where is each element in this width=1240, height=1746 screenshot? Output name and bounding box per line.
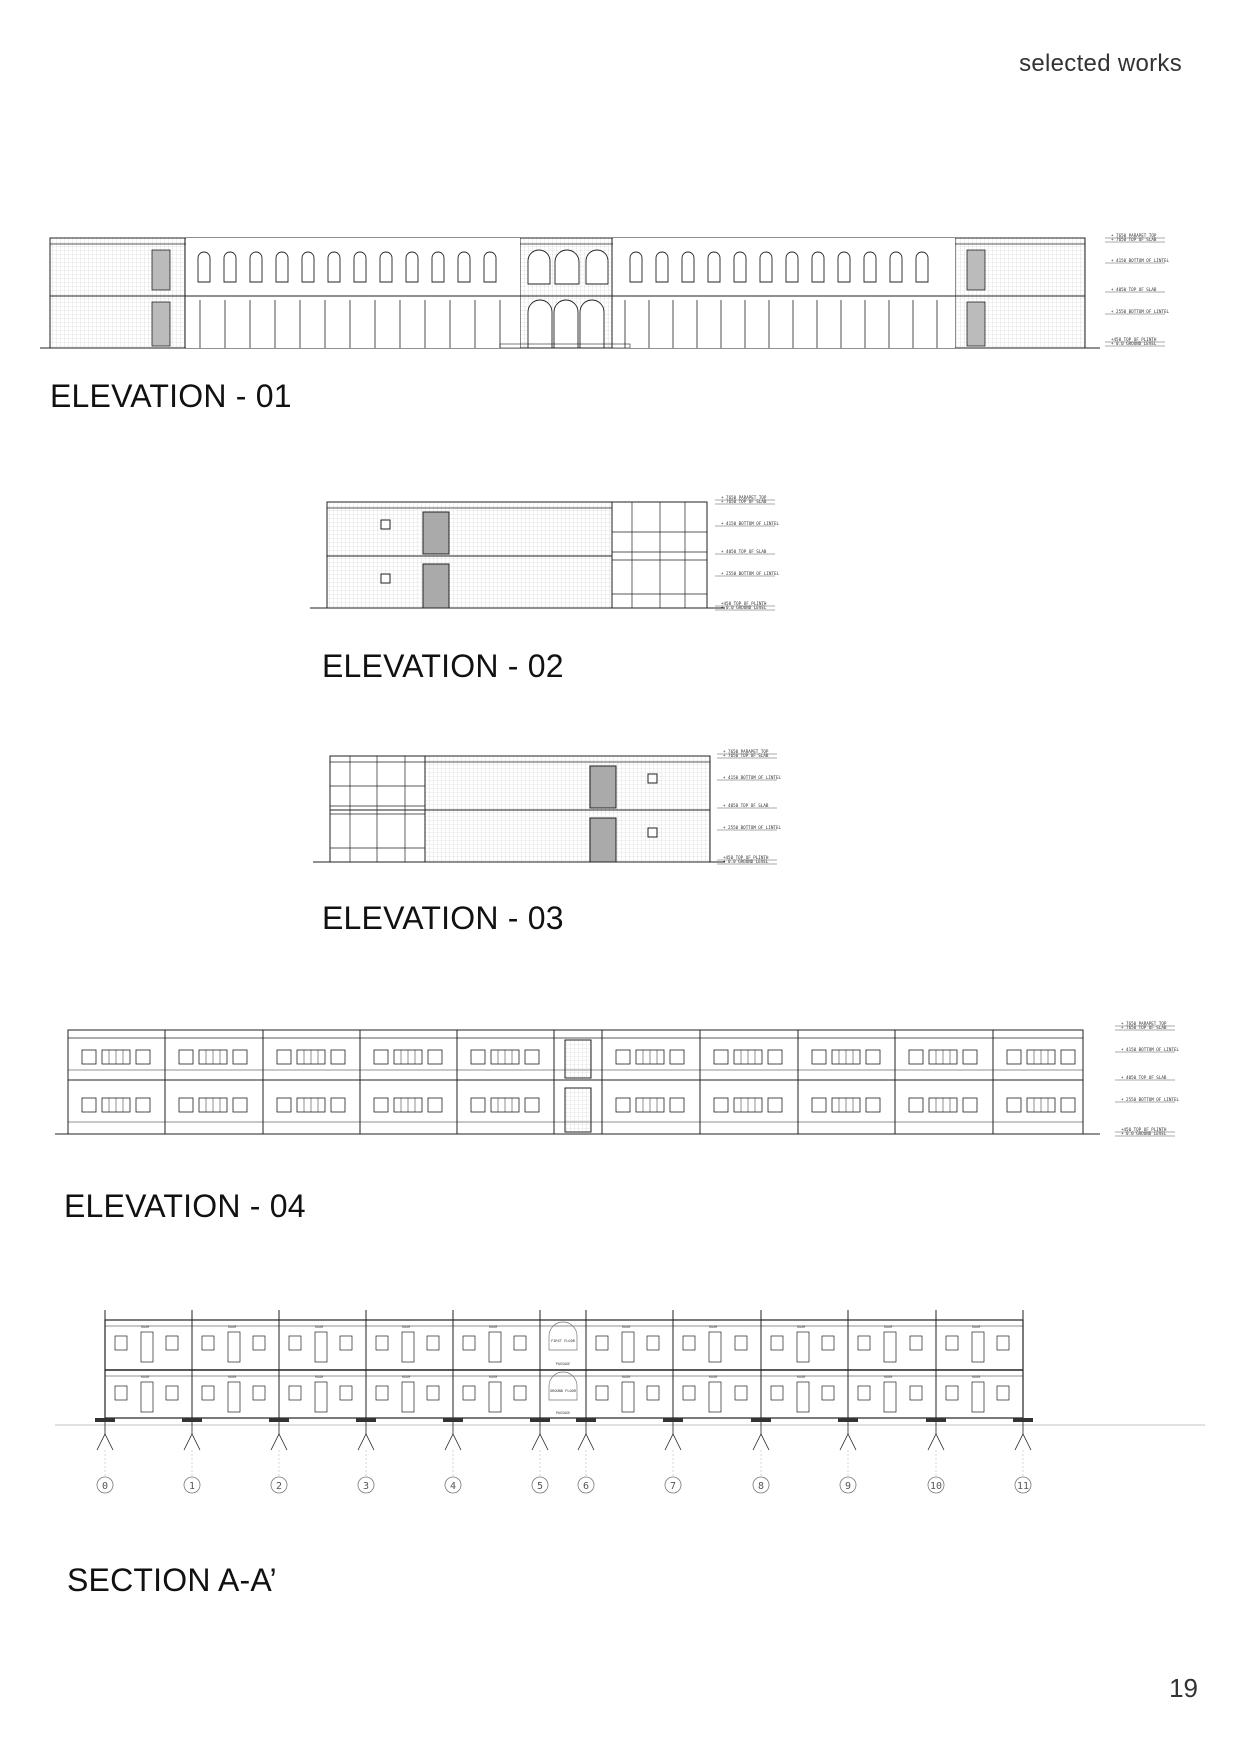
elevation-04-drawing: [50, 1020, 1210, 1150]
stair-window: [967, 302, 985, 346]
window: [858, 1336, 870, 1350]
grid-label: 3: [362, 1481, 370, 1492]
door: [315, 1382, 327, 1412]
el1-level-tag: + 2550 BOTTOM OF LINTEL: [1111, 309, 1169, 314]
window: [136, 1098, 150, 1112]
window: [340, 1336, 352, 1350]
room-label: ROOM: [709, 1325, 718, 1329]
small-window: [648, 828, 657, 837]
el4-level-tag: + 4150 BOTTOM OF LINTEL: [1121, 1047, 1179, 1052]
footing: [97, 1434, 113, 1450]
arch-window: [380, 252, 392, 282]
room-label: ROOM: [884, 1375, 893, 1379]
el3-level-tag: +450 TOP OF PLINTH: [723, 855, 769, 860]
room-label: ROOM: [489, 1325, 498, 1329]
footing-cap: [1013, 1418, 1033, 1422]
el2-level-tag: + 0.0 GROUND LEVEL: [721, 605, 767, 610]
grid-label: 5: [536, 1481, 544, 1492]
grid-label: 0: [101, 1481, 109, 1492]
door: [709, 1382, 721, 1412]
el4-level-tag: + 2550 BOTTOM OF LINTEL: [1121, 1097, 1179, 1102]
section-aa-caption: SECTION A-A’: [67, 1562, 277, 1598]
elevation-01-drawing: [40, 230, 1200, 360]
window: [428, 1098, 442, 1112]
footing: [358, 1434, 374, 1450]
window: [179, 1098, 193, 1112]
door: [972, 1382, 984, 1412]
window: [514, 1386, 526, 1400]
room-label: ROOM: [622, 1375, 631, 1379]
footing-cap: [443, 1418, 463, 1422]
window: [289, 1386, 301, 1400]
room-label: ROOM: [622, 1325, 631, 1329]
el3-level-tag: + 2550 BOTTOM OF LINTEL: [723, 825, 781, 830]
arch-window: [586, 250, 608, 284]
window: [471, 1098, 485, 1112]
window: [253, 1336, 265, 1350]
window: [1007, 1098, 1021, 1112]
room-label: ROOM: [797, 1325, 806, 1329]
arch-window: [656, 252, 668, 282]
arch-window: [250, 252, 262, 282]
arch-window: [328, 252, 340, 282]
window: [82, 1098, 96, 1112]
arch-window: [528, 300, 552, 348]
arch-window: [786, 252, 798, 282]
el3-level-tag: + 4050 TOP OF SLAB: [723, 803, 769, 808]
window: [946, 1336, 958, 1350]
footing: [271, 1434, 287, 1450]
window: [714, 1098, 728, 1112]
window: [331, 1098, 345, 1112]
window: [647, 1386, 659, 1400]
window: [596, 1336, 608, 1350]
room-label: ROOM: [141, 1325, 150, 1329]
room-label: ROOM: [141, 1375, 150, 1379]
window: [1061, 1098, 1075, 1112]
room-label: ROOM: [972, 1325, 981, 1329]
el2-level-tag: + 7650 PARAPET TOP: [721, 495, 767, 500]
header-label: selected works: [1019, 50, 1182, 77]
elevation-02-drawing: [305, 494, 825, 624]
el4-level-tag: +450 TOP OF PLINTH: [1121, 1127, 1167, 1132]
grid-label: 7: [669, 1481, 677, 1492]
window: [202, 1336, 214, 1350]
window: [771, 1386, 783, 1400]
window: [376, 1336, 388, 1350]
window: [866, 1050, 880, 1064]
el3-level-tag: + 7650 PARAPET TOP: [723, 749, 769, 754]
grid-label: 9: [844, 1481, 852, 1492]
window: [277, 1050, 291, 1064]
window: [427, 1386, 439, 1400]
door-panel: [590, 818, 616, 862]
arch-window: [812, 252, 824, 282]
section-aa-drawing: [55, 1310, 1205, 1530]
elevation-02-caption: ELEVATION - 02: [322, 648, 564, 684]
window: [166, 1386, 178, 1400]
window: [331, 1050, 345, 1064]
door: [489, 1382, 501, 1412]
window: [596, 1386, 608, 1400]
first-floor-label: FIRST FLOOR: [551, 1339, 575, 1343]
footing-cap: [576, 1418, 596, 1422]
window: [822, 1336, 834, 1350]
window: [82, 1050, 96, 1064]
footing: [578, 1434, 594, 1450]
el1-level-tag: + 7650 TOP OF SLAB: [1111, 237, 1157, 242]
door: [797, 1332, 809, 1362]
door: [709, 1332, 721, 1362]
grid-label: 8: [757, 1481, 765, 1492]
passage-label: PASSAGE: [555, 1411, 571, 1415]
room-label: ROOM: [884, 1325, 893, 1329]
window: [647, 1336, 659, 1350]
window: [997, 1336, 1009, 1350]
room-label: ROOM: [972, 1375, 981, 1379]
window: [909, 1098, 923, 1112]
window: [909, 1050, 923, 1064]
arch-window: [198, 252, 210, 282]
el2-level-tag: +450 TOP OF PLINTH: [721, 601, 767, 606]
footing-cap: [95, 1418, 115, 1422]
footing-cap: [182, 1418, 202, 1422]
door-panel: [423, 564, 449, 608]
footing: [928, 1434, 944, 1450]
window: [463, 1336, 475, 1350]
room-label: ROOM: [315, 1325, 324, 1329]
arch-window: [555, 250, 579, 284]
window: [812, 1098, 826, 1112]
door: [489, 1332, 501, 1362]
footing-cap: [356, 1418, 376, 1422]
window: [768, 1050, 782, 1064]
el2-level-tag: + 2550 BOTTOM OF LINTEL: [721, 571, 779, 576]
el4-level-tag: + 0.0 GROUND LEVEL: [1121, 1131, 1167, 1136]
el1-level-tag: + 7650 PARAPET TOP: [1111, 233, 1157, 238]
stair-window: [152, 250, 170, 290]
door-panel: [590, 766, 616, 808]
el1-level-tag: + 0.0 GROUND LEVEL: [1111, 341, 1157, 346]
window: [463, 1386, 475, 1400]
footing-cap: [751, 1418, 771, 1422]
window: [866, 1098, 880, 1112]
window: [768, 1098, 782, 1112]
room-label: ROOM: [489, 1375, 498, 1379]
window: [253, 1386, 265, 1400]
window: [136, 1050, 150, 1064]
window: [616, 1050, 630, 1064]
window: [115, 1336, 127, 1350]
el3-level-tag: + 7650 TOP OF SLAB: [723, 753, 769, 758]
door: [797, 1382, 809, 1412]
door-panel: [423, 512, 449, 554]
grid-label: 4: [449, 1481, 457, 1492]
room-label: ROOM: [228, 1325, 237, 1329]
arch-window: [406, 252, 418, 282]
door: [228, 1382, 240, 1412]
footing: [665, 1434, 681, 1450]
window: [858, 1386, 870, 1400]
arch-window: [734, 252, 746, 282]
arch-window: [838, 252, 850, 282]
footing: [184, 1434, 200, 1450]
arch-window: [432, 252, 444, 282]
window: [374, 1098, 388, 1112]
window: [202, 1386, 214, 1400]
room-label: ROOM: [228, 1375, 237, 1379]
room-label: ROOM: [402, 1375, 411, 1379]
small-window: [381, 574, 390, 583]
passage-label: PASSAGE: [555, 1362, 571, 1366]
elevation-03-drawing: [305, 748, 825, 878]
page-number: 19: [1169, 1673, 1198, 1703]
door: [141, 1382, 153, 1412]
window: [166, 1336, 178, 1350]
window: [822, 1386, 834, 1400]
door: [972, 1332, 984, 1362]
room-label: ROOM: [709, 1375, 718, 1379]
window: [376, 1386, 388, 1400]
window: [179, 1050, 193, 1064]
window: [1007, 1050, 1021, 1064]
small-window: [648, 774, 657, 783]
room-label: ROOM: [402, 1325, 411, 1329]
wing-left: [186, 238, 520, 348]
window: [714, 1050, 728, 1064]
window: [683, 1336, 695, 1350]
window: [771, 1336, 783, 1350]
window: [289, 1336, 301, 1350]
arch-window: [458, 252, 470, 282]
el2-level-tag: + 4150 BOTTOM OF LINTEL: [721, 521, 779, 526]
arch-window: [276, 252, 288, 282]
el2-level-tag: + 7650 TOP OF SLAB: [721, 499, 767, 504]
footing: [445, 1434, 461, 1450]
door: [141, 1332, 153, 1362]
grid-label: 6: [582, 1481, 590, 1492]
door: [402, 1332, 414, 1362]
el4-level-tag: + 7650 PARAPET TOP: [1121, 1021, 1167, 1026]
arch-window: [708, 252, 720, 282]
window: [1061, 1050, 1075, 1064]
el1-level-tag: + 4050 TOP OF SLAB: [1111, 287, 1157, 292]
stair-window: [152, 302, 170, 346]
window: [471, 1050, 485, 1064]
el3-level-tag: + 0.0 GROUND LEVEL: [723, 859, 769, 864]
window: [910, 1336, 922, 1350]
arch-window: [890, 252, 902, 282]
elevation-03-caption: ELEVATION - 03: [322, 900, 564, 936]
arch-window: [354, 252, 366, 282]
arch-window: [916, 252, 928, 282]
footing: [1015, 1434, 1031, 1450]
stair-window: [565, 1040, 591, 1078]
window: [115, 1386, 127, 1400]
arch-window: [682, 252, 694, 282]
door: [315, 1332, 327, 1362]
door: [884, 1382, 896, 1412]
arch-window: [630, 252, 642, 282]
grid-label: 2: [275, 1481, 283, 1492]
footing-cap: [926, 1418, 946, 1422]
window: [427, 1336, 439, 1350]
window: [233, 1050, 247, 1064]
el4-level-tag: + 4050 TOP OF SLAB: [1121, 1075, 1167, 1080]
elevation-04-caption: ELEVATION - 04: [64, 1188, 306, 1224]
window: [374, 1050, 388, 1064]
door: [402, 1382, 414, 1412]
footing-cap: [663, 1418, 683, 1422]
window: [525, 1098, 539, 1112]
el1-level-tag: + 4150 BOTTOM OF LINTEL: [1111, 258, 1169, 263]
window: [525, 1050, 539, 1064]
window: [910, 1386, 922, 1400]
window: [997, 1386, 1009, 1400]
window: [683, 1386, 695, 1400]
small-window: [381, 520, 390, 529]
window: [514, 1336, 526, 1350]
arch-window: [580, 300, 604, 348]
window: [670, 1050, 684, 1064]
arch-window: [864, 252, 876, 282]
footing-cap: [530, 1418, 550, 1422]
arch-window: [528, 250, 550, 284]
window: [946, 1386, 958, 1400]
door: [622, 1332, 634, 1362]
window: [812, 1050, 826, 1064]
el1-level-tag: +450 TOP OF PLINTH: [1111, 337, 1157, 342]
el2-level-tag: + 4050 TOP OF SLAB: [721, 549, 767, 554]
arch-window: [554, 300, 578, 348]
door: [228, 1332, 240, 1362]
window: [735, 1336, 747, 1350]
window: [963, 1050, 977, 1064]
ground-floor-label: GROUND FLOOR: [550, 1389, 576, 1393]
arch-window: [302, 252, 314, 282]
window: [616, 1098, 630, 1112]
room-label: ROOM: [797, 1375, 806, 1379]
el4-level-tag: + 7650 TOP OF SLAB: [1121, 1025, 1167, 1030]
door: [622, 1382, 634, 1412]
grid-label: 11: [1016, 1481, 1030, 1492]
window: [735, 1386, 747, 1400]
arch-window: [760, 252, 772, 282]
arch-window: [224, 252, 236, 282]
stair-window: [565, 1088, 591, 1132]
glazed-stair-block: [330, 756, 425, 862]
window: [233, 1098, 247, 1112]
el3-level-tag: + 4150 BOTTOM OF LINTEL: [723, 775, 781, 780]
window: [670, 1098, 684, 1112]
arch-window: [484, 252, 496, 282]
building-outline: [425, 756, 710, 862]
footing: [532, 1434, 548, 1450]
window: [340, 1386, 352, 1400]
window: [428, 1050, 442, 1064]
stair-window: [967, 250, 985, 290]
footing-cap: [269, 1418, 289, 1422]
grid-label: 1: [188, 1481, 196, 1492]
room-label: ROOM: [315, 1375, 324, 1379]
footing: [753, 1434, 769, 1450]
window: [277, 1098, 291, 1112]
building-outline: [327, 502, 612, 608]
door: [884, 1332, 896, 1362]
window: [963, 1098, 977, 1112]
footing-cap: [838, 1418, 858, 1422]
glazed-stair-block: [612, 502, 707, 608]
elevation-01-caption: ELEVATION - 01: [50, 378, 292, 414]
footing: [840, 1434, 856, 1450]
grid-label: 10: [929, 1481, 943, 1492]
